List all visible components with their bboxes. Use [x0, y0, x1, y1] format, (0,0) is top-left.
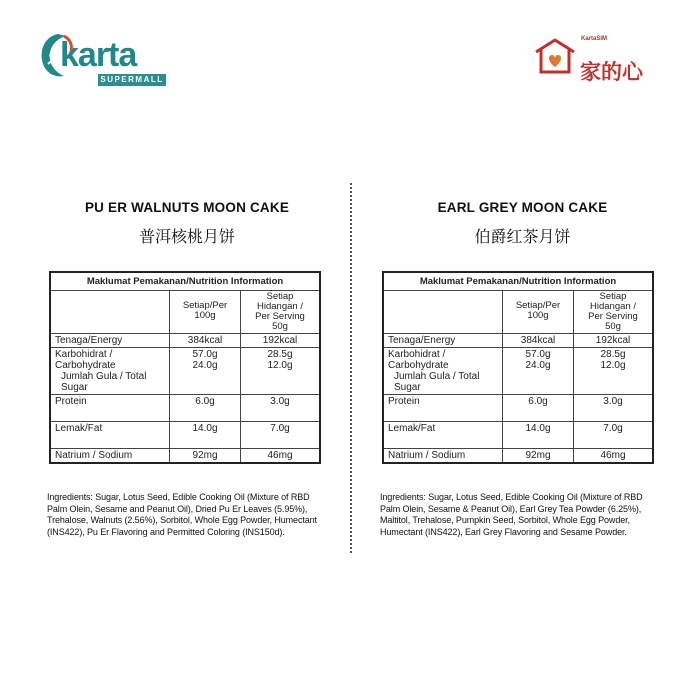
col-serving-header: Setiap Hidangan / Per Serving 50g: [241, 291, 321, 334]
karta-supermall-logo: [38, 30, 168, 90]
nutrition-table-heading: Maklumat Pemakanan/Nutrition Information: [383, 272, 653, 291]
nutrition-table: [382, 271, 654, 464]
table-row: Protein 6.0g 3.0g: [50, 395, 320, 422]
karta-wordmark: karta: [60, 36, 137, 74]
product-title-en: PU ER WALNUTS MOON CAKE: [84, 200, 290, 215]
col-per100-header: Setiap/Per 100g: [503, 291, 574, 334]
product-title-en: EARL GREY MOON CAKE: [437, 200, 608, 215]
table-row: Tenaga/Energy 384kcal 192kcal: [383, 334, 653, 348]
table-row: Natrium / Sodium 92mg 46mg: [50, 449, 320, 464]
center-divider: [350, 183, 352, 553]
table-row: Natrium / Sodium 92mg 46mg: [383, 449, 653, 464]
kartasim-small-label: KartaSIM: [581, 36, 608, 42]
table-row: Lemak/Fat 14.0g 7.0g: [50, 422, 320, 449]
col-per100-header: Setiap/Per 100g: [170, 291, 241, 334]
kartasim-logo: [532, 36, 667, 86]
earl-grey-panel: [380, 200, 665, 538]
table-row: Karbohidrat / Carbohydrate Jumlah Gula / Total Sugar 57.0g 24.0g 28.5g 12.0g: [50, 348, 320, 395]
supermall-tagline: SUPERMALL: [98, 74, 166, 86]
ingredients-text: Ingredients: Sugar, Lotus Seed, Edible Cooking Oil (Mixture of RBD Palm Olein, Sesame & Peanut Oil), Earl Grey Tea Powder (6.25%), Maltitol, Trehalose, Pumpkin Seed, Sorbitol, Whole Egg Powder, Humectant (INS422), Earl Grey Flavoring and Sesame Powder.: [380, 492, 643, 537]
table-row: Protein 6.0g 3.0g: [383, 395, 653, 422]
nutrition-table: [49, 271, 321, 464]
product-title-cn: 普洱核桃月饼: [138, 227, 235, 246]
kartasim-chinese-name: 家的心: [580, 60, 643, 84]
ingredients-text: Ingredients: Sugar, Lotus Seed, Edible Cooking Oil (Mixture of RBD Palm Olein, Sesame and Peanut Oil), Dried Pu Er Leaves (5.95%), Trehalose, Walnuts (2.56%), Sorbitol, Whole Egg Powder, Humectant (INS422), Pu Er Flavoring and Permitted Coloring (INS150d).: [47, 492, 317, 537]
pu-er-panel: [47, 200, 327, 538]
product-title-cn: 伯爵红茶月饼: [474, 227, 571, 246]
nutrition-table-heading: Maklumat Pemakanan/Nutrition Information: [50, 272, 320, 291]
table-row: Karbohidrat / Carbohydrate Jumlah Gula / Total Sugar 57.0g 24.0g 28.5g 12.0g: [383, 348, 653, 395]
house-heart-icon: [532, 36, 578, 82]
col-serving-header: Setiap Hidangan / Per Serving 50g: [574, 291, 654, 334]
table-row: Lemak/Fat 14.0g 7.0g: [383, 422, 653, 449]
table-row: Tenaga/Energy 384kcal 192kcal: [50, 334, 320, 348]
